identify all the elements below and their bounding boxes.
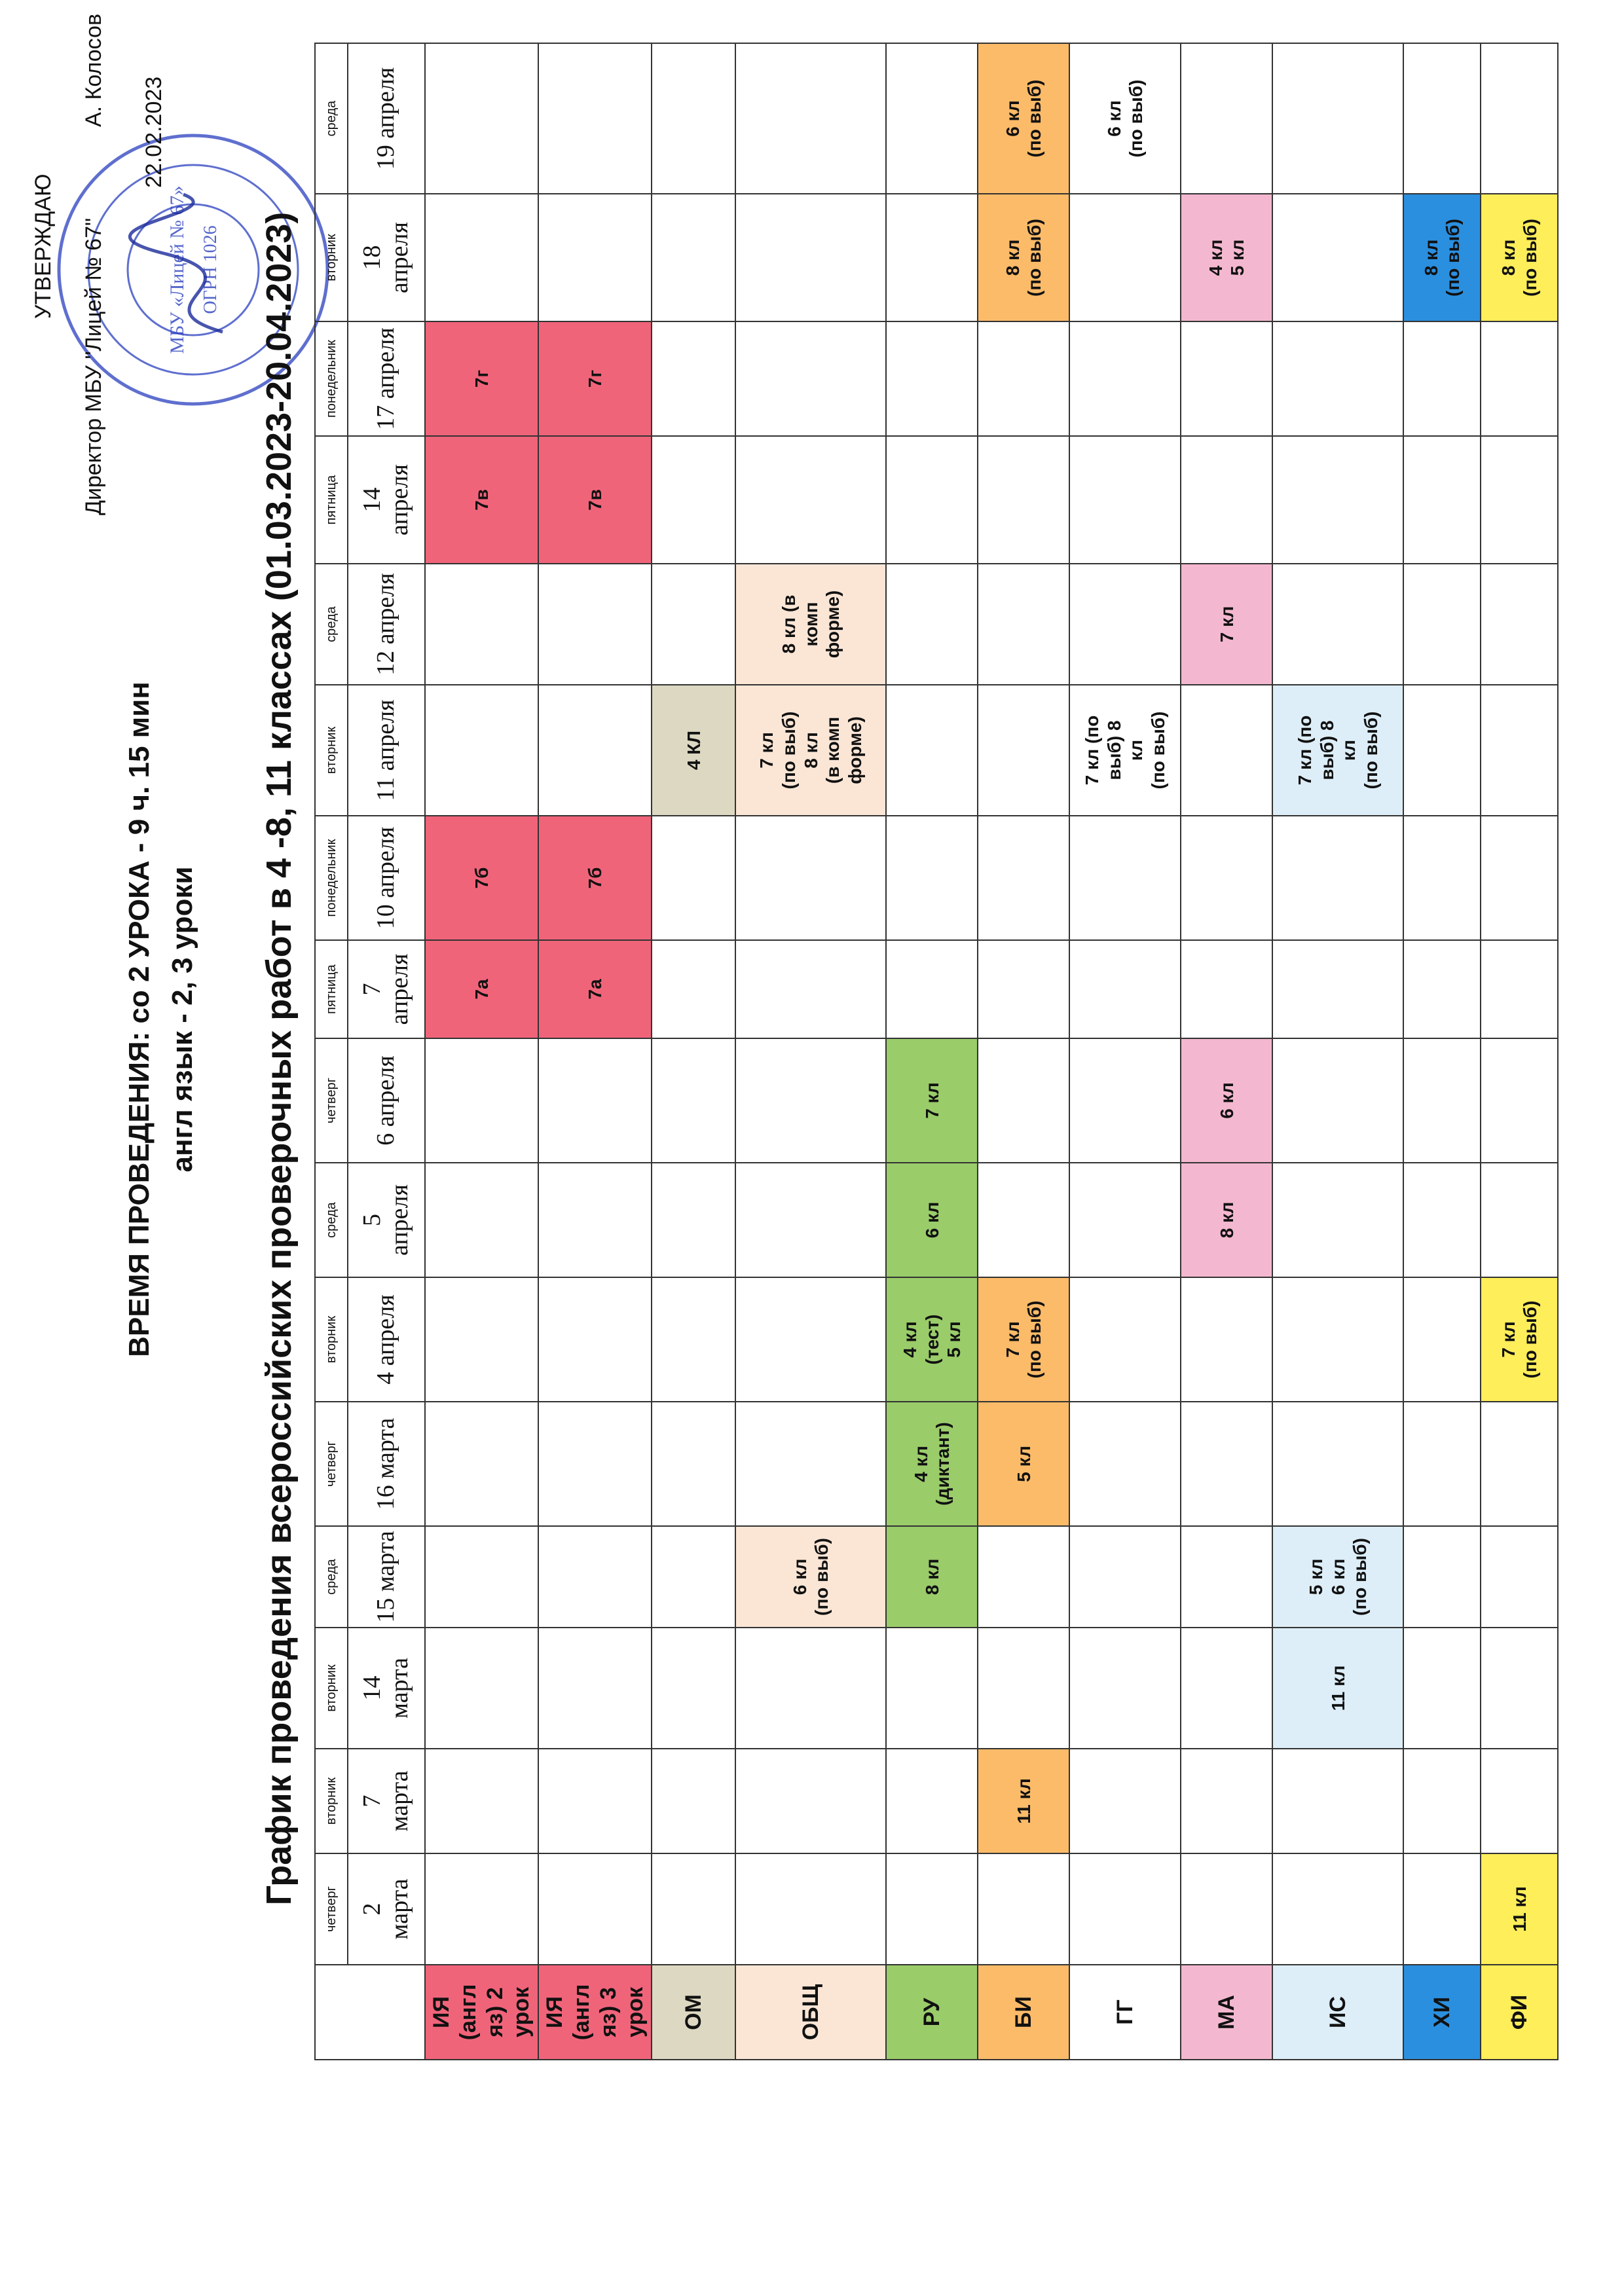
approval-block (26, 13, 172, 515)
schedule-cell (735, 1038, 886, 1163)
schedule-cell (538, 1402, 652, 1526)
schedule-cell (652, 1277, 735, 1402)
date-header: 7 апреля (348, 940, 425, 1038)
schedule-cell (1069, 564, 1181, 685)
schedule-cell (425, 1277, 538, 1402)
schedule-cell: 7в (425, 436, 538, 564)
subject-label: ИЯ (англ яз) 2 урок (425, 1965, 538, 2060)
schedule-cell (1481, 816, 1558, 940)
schedule-cell (1481, 564, 1558, 685)
schedule-row (1272, 43, 1403, 2060)
schedule-cell (652, 1628, 735, 1749)
schedule-cell (1481, 1749, 1558, 1853)
schedule-cell: 7б (425, 816, 538, 940)
schedule-cell (1272, 1277, 1403, 1402)
schedule-cell: 7а (538, 940, 652, 1038)
schedule-cell (425, 1628, 538, 1749)
schedule-cell (538, 1526, 652, 1628)
schedule-cell (735, 436, 886, 564)
schedule-cell (1069, 1402, 1181, 1526)
date-header: 5 апреля (348, 1163, 425, 1277)
schedule-cell (652, 940, 735, 1038)
schedule-cell (978, 1628, 1069, 1749)
schedule-row (1403, 43, 1481, 2060)
schedule-cell (1481, 1402, 1558, 1526)
schedule-cell (735, 1402, 886, 1526)
date-header: 2 марта (348, 1853, 425, 1965)
approval-date: 22.02.2023 (141, 76, 167, 188)
subject-label: ОБЩ (735, 1965, 886, 2060)
schedule-cell (1181, 685, 1272, 816)
weekday-header: среда (315, 564, 348, 685)
schedule-cell (652, 1402, 735, 1526)
schedule-cell (1403, 1277, 1481, 1402)
schedule-row (1069, 43, 1181, 2060)
schedule-cell (1481, 1628, 1558, 1749)
weekday-header: вторник (315, 1749, 348, 1853)
schedule-cell (1272, 1038, 1403, 1163)
schedule-cell (978, 1163, 1069, 1277)
schedule-cell: 5 кл 6 кл (по выб) (1272, 1526, 1403, 1628)
schedule-cell (735, 321, 886, 436)
subject-label: МА (1181, 1965, 1272, 2060)
schedule-cell (1481, 436, 1558, 564)
schedule-row (652, 43, 735, 2060)
schedule-cell: 7 кл (886, 1038, 978, 1163)
schedule-cell: 8 кл (по выб) (978, 194, 1069, 321)
schedule-cell (978, 816, 1069, 940)
schedule-cell (425, 1163, 538, 1277)
schedule-cell (538, 1038, 652, 1163)
schedule-cell: 7 кл (по выб) (978, 1277, 1069, 1402)
schedule-cell (425, 194, 538, 321)
approval-header: УТВЕРЖДАЮ (31, 173, 56, 319)
schedule-cell (538, 1628, 652, 1749)
schedule-cell (886, 43, 978, 194)
schedule-cell (1403, 436, 1481, 564)
schedule-cell (425, 685, 538, 816)
schedule-cell (1069, 321, 1181, 436)
schedule-cell (1069, 436, 1181, 564)
weekday-header: среда (315, 43, 348, 194)
schedule-cell: 7 кл (по выб) 8 кл (в комп форме) (735, 685, 886, 816)
schedule-cell (1272, 194, 1403, 321)
schedule-cell (1181, 1628, 1272, 1749)
schedule-row (425, 43, 538, 2060)
schedule-cell (886, 1853, 978, 1965)
date-header: 10 апреля (348, 816, 425, 940)
schedule-cell (652, 816, 735, 940)
schedule-cell (652, 1853, 735, 1965)
weekday-header: четверг (315, 1402, 348, 1526)
weekday-header: понедельник (315, 321, 348, 436)
schedule-row (735, 43, 886, 2060)
schedule-cell (538, 564, 652, 685)
schedule-cell (1272, 816, 1403, 940)
schedule-cell (886, 685, 978, 816)
schedule-cell: 6 кл (по выб) (1069, 43, 1181, 194)
schedule-cell (978, 1853, 1069, 1965)
schedule-cell (978, 940, 1069, 1038)
weekday-header: вторник (315, 1277, 348, 1402)
schedule-cell (652, 564, 735, 685)
schedule-cell: 5 кл (978, 1402, 1069, 1526)
schedule-cell (1181, 436, 1272, 564)
schedule-cell (1481, 1038, 1558, 1163)
weekday-header: пятница (315, 436, 348, 564)
schedule-cell: 7 кл (1181, 564, 1272, 685)
schedule-cell (735, 43, 886, 194)
schedule-cell (735, 194, 886, 321)
schedule-cell (1403, 321, 1481, 436)
schedule-cell: 4 кл (тест) 5 кл (886, 1277, 978, 1402)
schedule-cell (1403, 1853, 1481, 1965)
schedule-cell: 7а (425, 940, 538, 1038)
schedule-cell (1272, 1402, 1403, 1526)
schedule-cell (886, 436, 978, 564)
date-header: 11 апреля (348, 685, 425, 816)
schedule-cell (652, 321, 735, 436)
schedule-cell (425, 43, 538, 194)
schedule-cell (735, 1853, 886, 1965)
schedule-cell (1481, 1163, 1558, 1277)
schedule-cell (1403, 1038, 1481, 1163)
schedule-cell (652, 43, 735, 194)
schedule-cell (538, 1853, 652, 1965)
schedule-cell (978, 436, 1069, 564)
schedule-cell: 4 кл (диктант) (886, 1402, 978, 1526)
schedule-cell (978, 321, 1069, 436)
schedule-cell (735, 1749, 886, 1853)
schedule-cell (652, 1038, 735, 1163)
schedule-cell (538, 685, 652, 816)
schedule-cell (1069, 1628, 1181, 1749)
schedule-cell (1403, 1749, 1481, 1853)
schedule-cell: 7 кл (по выб) (1481, 1277, 1558, 1402)
date-header: 14 марта (348, 1628, 425, 1749)
director-name: А. Колосов (81, 13, 106, 128)
weekday-header: четверг (315, 1038, 348, 1163)
schedule-cell (538, 1163, 652, 1277)
table-corner (315, 1965, 425, 2060)
schedule-cell: 7 кл (по выб) 8 кл (по выб) (1069, 685, 1181, 816)
schedule-cell (886, 816, 978, 940)
schedule-table (314, 43, 1559, 2060)
subject-label: ИЯ (англ яз) 3 урок (538, 1965, 652, 2060)
date-header: 15 марта (348, 1526, 425, 1628)
schedule-cell (1181, 1749, 1272, 1853)
schedule-cell (1403, 1163, 1481, 1277)
schedule-cell (1069, 1163, 1181, 1277)
schedule-cell (1181, 43, 1272, 194)
schedule-cell (735, 1163, 886, 1277)
schedule-cell (1181, 1526, 1272, 1628)
schedule-cell (1069, 816, 1181, 940)
schedule-cell (1069, 1853, 1181, 1965)
weekday-header: вторник (315, 1628, 348, 1749)
schedule-cell (1272, 1163, 1403, 1277)
schedule-cell (1181, 1853, 1272, 1965)
schedule-cell (1403, 1526, 1481, 1628)
schedule-cell (1181, 816, 1272, 940)
schedule-cell (1272, 43, 1403, 194)
schedule-cell (886, 564, 978, 685)
schedule-cell: 11 кл (1481, 1853, 1558, 1965)
schedule-cell: 7б (538, 816, 652, 940)
schedule-cell (1181, 1277, 1272, 1402)
schedule-cell (1403, 940, 1481, 1038)
schedule-cell (1272, 940, 1403, 1038)
seal-center-text: МБУ «Лицей № 67» (166, 185, 188, 354)
schedule-cell (652, 1526, 735, 1628)
schedule-cell (1403, 43, 1481, 194)
schedule-cell (652, 436, 735, 564)
schedule-row (1181, 43, 1272, 2060)
date-header: 12 апреля (348, 564, 425, 685)
time-info-line1: ВРЕМЯ ПРОВЕДЕНИЯ: со 2 УРОКА - 9 ч. 15 мин (123, 682, 155, 1357)
schedule-cell (735, 940, 886, 1038)
schedule-cell: 8 кл (886, 1526, 978, 1628)
schedule-cell (1403, 685, 1481, 816)
schedule-row (1481, 43, 1558, 2060)
date-header: 19 апреля (348, 43, 425, 194)
approval-director (77, 13, 111, 515)
schedule-cell (1403, 816, 1481, 940)
schedule-row (538, 43, 652, 2060)
schedule-cell: 8 кл (1181, 1163, 1272, 1277)
schedule-cell (1272, 321, 1403, 436)
schedule-cell (1272, 564, 1403, 685)
schedule-cell: 6 кл (886, 1163, 978, 1277)
schedule-cell (735, 1277, 886, 1402)
schedule-cell (1272, 1853, 1403, 1965)
subject-label: ГГ (1069, 1965, 1181, 2060)
weekday-header: среда (315, 1526, 348, 1628)
schedule-cell (1403, 564, 1481, 685)
time-info-line2: англ язык - 2, 3 уроки (166, 866, 198, 1173)
director-title: Директор МБУ "Лицей № 67" (81, 217, 106, 515)
subject-label: ОМ (652, 1965, 735, 2060)
date-header: 18 апреля (348, 194, 425, 321)
schedule-cell (1481, 1526, 1558, 1628)
schedule-cell (1181, 321, 1272, 436)
date-header: 7 марта (348, 1749, 425, 1853)
subject-label: ФИ (1481, 1965, 1558, 2060)
schedule-cell (735, 1628, 886, 1749)
subject-label: ИС (1272, 1965, 1403, 2060)
schedule-cell (425, 1853, 538, 1965)
schedule-cell (538, 1277, 652, 1402)
schedule-cell (886, 940, 978, 1038)
schedule-cell (735, 816, 886, 940)
schedule-cell (1069, 1749, 1181, 1853)
schedule-cell (886, 194, 978, 321)
schedule-cell: 7г (425, 321, 538, 436)
schedule-cell (978, 1526, 1069, 1628)
schedule-cell (1481, 685, 1558, 816)
schedule-cell (886, 1749, 978, 1853)
schedule-cell (1069, 1038, 1181, 1163)
schedule-cell: 6 кл (1181, 1038, 1272, 1163)
schedule-cell (1069, 1277, 1181, 1402)
time-info (118, 528, 204, 1510)
schedule-cell (1481, 321, 1558, 436)
schedule-cell: 8 кл (в комп форме) (735, 564, 886, 685)
schedule-cell (886, 321, 978, 436)
schedule-cell: 7г (538, 321, 652, 436)
schedule-cell (978, 1038, 1069, 1163)
schedule-cell (978, 564, 1069, 685)
date-header: 4 апреля (348, 1277, 425, 1402)
schedule-cell (425, 1526, 538, 1628)
date-header: 14 апреля (348, 436, 425, 564)
schedule-cell (1272, 1749, 1403, 1853)
weekday-header: вторник (315, 685, 348, 816)
seal-ogrn-text: ОГРН 1026 (200, 225, 221, 314)
subject-label: БИ (978, 1965, 1069, 2060)
schedule-cell: 6 кл (по выб) (735, 1526, 886, 1628)
schedule-cell: 6 кл (по выб) (978, 43, 1069, 194)
schedule-cell (1403, 1628, 1481, 1749)
date-header: 6 апреля (348, 1038, 425, 1163)
schedule-cell (652, 194, 735, 321)
schedule-cell (425, 1038, 538, 1163)
schedule-cell (1069, 194, 1181, 321)
date-header: 16 марта (348, 1402, 425, 1526)
weekday-header: понедельник (315, 816, 348, 940)
schedule-cell (1181, 940, 1272, 1038)
schedule-cell (978, 685, 1069, 816)
schedule-row (886, 43, 978, 2060)
schedule-cell (425, 1402, 538, 1526)
schedule-cell (652, 1749, 735, 1853)
schedule-cell: 11 кл (978, 1749, 1069, 1853)
schedule-cell (886, 1628, 978, 1749)
schedule-cell (1272, 436, 1403, 564)
weekday-header: среда (315, 1163, 348, 1277)
schedule-cell (538, 43, 652, 194)
schedule-cell (1069, 1526, 1181, 1628)
weekday-header: четверг (315, 1853, 348, 1965)
schedule-row (978, 43, 1069, 2060)
schedule-cell (1403, 1402, 1481, 1526)
weekday-header: пятница (315, 940, 348, 1038)
schedule-cell (1069, 940, 1181, 1038)
schedule-cell (425, 1749, 538, 1853)
date-header: 17 апреля (348, 321, 425, 436)
schedule-cell: 7 кл (по выб) 8 кл (по выб) (1272, 685, 1403, 816)
schedule-cell (1481, 940, 1558, 1038)
schedule-cell (538, 1749, 652, 1853)
schedule-cell (425, 564, 538, 685)
schedule-cell: 7в (538, 436, 652, 564)
subject-label: ХИ (1403, 1965, 1481, 2060)
schedule-cell (1181, 1402, 1272, 1526)
schedule-cell: 8 кл (по выб) (1403, 194, 1481, 321)
schedule-cell: 11 кл (1272, 1628, 1403, 1749)
subject-label: РУ (886, 1965, 978, 2060)
schedule-cell: 4 КЛ (652, 685, 735, 816)
weekday-header: вторник (315, 194, 348, 321)
schedule-cell: 8 кл (по выб) (1481, 194, 1558, 321)
schedule-cell (538, 194, 652, 321)
schedule-cell: 4 кл 5 кл (1181, 194, 1272, 321)
page-title: График проведения всероссийских проверочных работ в 4 -8, 11 классах (01.03.2023-20.04.2023) (259, 211, 299, 1906)
schedule-cell (652, 1163, 735, 1277)
schedule-cell (1481, 43, 1558, 194)
